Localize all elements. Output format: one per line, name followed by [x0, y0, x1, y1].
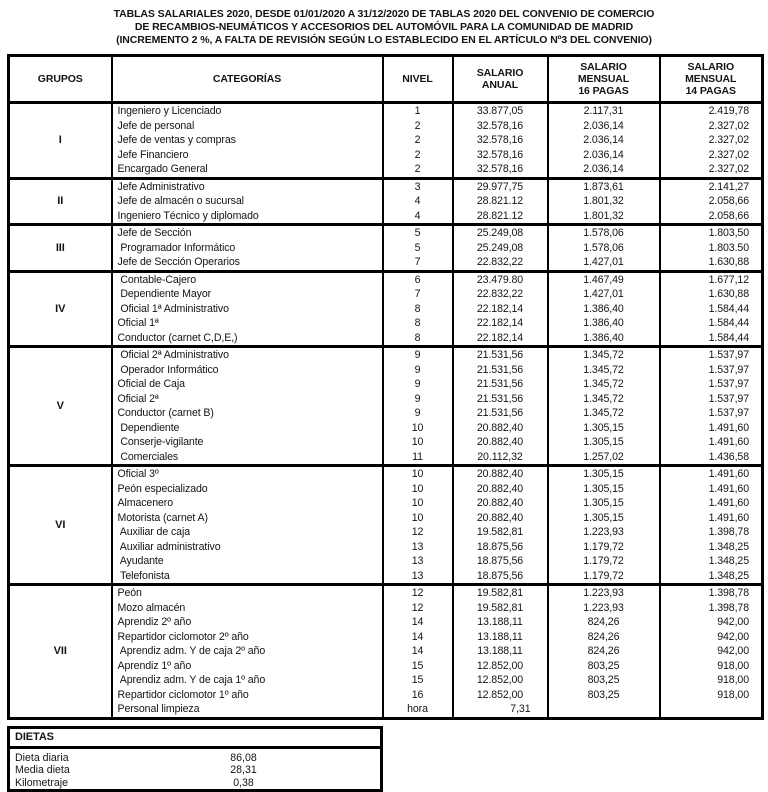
salario-anual-cell: 12.852,00 [453, 688, 548, 703]
salario-mensual-16-cell: 803,25 [548, 659, 660, 674]
salario-mensual-14-cell: 2.419,78 [660, 103, 763, 119]
salario-mensual-14-cell: 1.491,60 [660, 421, 763, 436]
nivel-cell: 10 [383, 421, 453, 436]
category-cell: Jefe de Sección [112, 225, 383, 241]
nivel-cell: 16 [383, 688, 453, 703]
category-cell: Motorista (carnet A) [112, 511, 383, 526]
salario-mensual-16-cell: 1.873,61 [548, 178, 660, 194]
salary-row [9, 540, 763, 555]
salario-mensual-16-cell: 1.305,15 [548, 482, 660, 497]
salario-mensual-14-cell: 1.491,60 [660, 511, 763, 526]
salario-anual-cell: 32.578,16 [453, 119, 548, 134]
category-cell: Aprendiz adm. Y de caja 1º año [112, 673, 383, 688]
salario-mensual-14-cell: 1.584,44 [660, 302, 763, 317]
salario-mensual-16-cell: 1.179,72 [548, 554, 660, 569]
header-categorias-label: CATEGORÍAS [213, 73, 281, 85]
nivel-cell: 10 [383, 435, 453, 450]
nivel-cell: 9 [383, 347, 453, 363]
salario-mensual-14-cell: 942,00 [660, 644, 763, 659]
category-cell: Peón especializado [112, 482, 383, 497]
nivel-cell: 1 [383, 103, 453, 119]
nivel-cell: 12 [383, 585, 453, 601]
dietas-label: Media dieta [9, 764, 194, 777]
salario-anual-cell: 25.249,08 [453, 225, 548, 241]
salary-row [9, 302, 763, 317]
salario-mensual-14-cell: 2.327,02 [660, 133, 763, 148]
dietas-filler [294, 777, 382, 791]
salario-anual-cell: 29.977,75 [453, 178, 548, 194]
nivel-cell: 9 [383, 377, 453, 392]
salario-mensual-14-cell: 1.398,78 [660, 525, 763, 540]
group-section-III [9, 225, 763, 272]
salario-anual-cell: 13.188,11 [453, 630, 548, 645]
nivel-cell: 12 [383, 601, 453, 616]
nivel-cell: 7 [383, 255, 453, 271]
category-cell: Operador Informático [112, 363, 383, 378]
salary-row [9, 659, 763, 674]
header-salario-anual-label: SALARIO ANUAL [469, 67, 531, 91]
nivel-cell: 6 [383, 271, 453, 287]
salario-mensual-14-cell: 2.327,02 [660, 162, 763, 178]
salario-mensual-14-cell: 1.537,97 [660, 406, 763, 421]
header-salario-anual [453, 56, 548, 103]
salario-mensual-16-cell: 1.223,93 [548, 585, 660, 601]
nivel-cell: 14 [383, 630, 453, 645]
nivel-cell: 2 [383, 133, 453, 148]
salario-anual-cell: 12.852,00 [453, 659, 548, 674]
salario-anual-cell: 21.531,56 [453, 406, 548, 421]
salario-mensual-16-cell: 1.305,15 [548, 435, 660, 450]
salario-anual-cell: 19.582,81 [453, 601, 548, 616]
dietas-filler [294, 747, 382, 764]
salario-mensual-16-cell: 1.345,72 [548, 347, 660, 363]
salario-mensual-16-cell: 1.578,06 [548, 225, 660, 241]
group-label: V [9, 347, 112, 466]
category-cell: Repartidor ciclomotor 1º año [112, 688, 383, 703]
category-cell: Jefe de almacén o sucursal [112, 194, 383, 209]
dietas-row-dieta-diaria [9, 747, 382, 764]
group-label: II [9, 178, 112, 225]
salary-row [9, 316, 763, 331]
dietas-table [7, 726, 383, 792]
category-cell: Aprendiz 2º año [112, 615, 383, 630]
salario-mensual-16-cell: 1.179,72 [548, 569, 660, 585]
salary-row [9, 209, 763, 225]
header-categorias [112, 56, 383, 103]
category-cell: Telefonista [112, 569, 383, 585]
salary-row [9, 466, 763, 482]
salario-anual-cell: 22.182,14 [453, 302, 548, 317]
salario-anual-cell: 12.852,00 [453, 673, 548, 688]
salary-row [9, 103, 763, 119]
category-cell: Oficial 1ª Administrativo [112, 302, 383, 317]
nivel-cell: 13 [383, 569, 453, 585]
salario-mensual-14-cell: 1.803,50 [660, 225, 763, 241]
category-cell: Personal limpieza [112, 702, 383, 718]
salario-mensual-14-cell: 1.537,97 [660, 363, 763, 378]
salario-mensual-16-cell: 1.345,72 [548, 377, 660, 392]
salario-anual-cell: 7,31 [453, 702, 548, 718]
header-grupos-label: GRUPOS [38, 73, 83, 85]
salario-mensual-16-cell: 824,26 [548, 630, 660, 645]
category-cell: Oficial de Caja [112, 377, 383, 392]
salario-mensual-16-cell: 1.345,72 [548, 406, 660, 421]
nivel-cell: 14 [383, 615, 453, 630]
nivel-cell: 4 [383, 209, 453, 225]
salario-mensual-16-cell: 1.386,40 [548, 331, 660, 347]
salario-mensual-14-cell: 1.491,60 [660, 466, 763, 482]
category-cell: Auxiliar administrativo [112, 540, 383, 555]
salario-anual-cell: 23.479.80 [453, 271, 548, 287]
salary-row [9, 241, 763, 256]
nivel-cell: 4 [383, 194, 453, 209]
header-salario-14-pagas-label: SALARIO MENSUAL 14 PAGAS [680, 61, 742, 97]
salary-row [9, 178, 763, 194]
salario-mensual-14-cell: 1.803.50 [660, 241, 763, 256]
nivel-cell: 9 [383, 363, 453, 378]
salary-row [9, 511, 763, 526]
salario-mensual-16-cell: 1.179,72 [548, 540, 660, 555]
title-line-3: (INCREMENTO 2 %, A FALTA DE REVISIÓN SEGÚN LO ESTABLECIDO EN EL ARTÍCULO Nº3 DEL CONVENIO) [0, 34, 768, 47]
nivel-cell: 10 [383, 482, 453, 497]
nivel-cell: 9 [383, 392, 453, 407]
salary-row [9, 271, 763, 287]
dietas-value: 28,31 [194, 764, 294, 777]
category-cell: Conductor (carnet B) [112, 406, 383, 421]
salary-row [9, 392, 763, 407]
salario-mensual-16-cell: 824,26 [548, 615, 660, 630]
nivel-cell: 5 [383, 241, 453, 256]
salario-mensual-14-cell: 1.630,88 [660, 255, 763, 271]
salary-row [9, 331, 763, 347]
salario-anual-cell: 28.821.12 [453, 194, 548, 209]
salario-mensual-16-cell: 1.801,32 [548, 209, 660, 225]
salario-mensual-14-cell: 918,00 [660, 673, 763, 688]
category-cell: Oficial 2ª Administrativo [112, 347, 383, 363]
category-cell: Jefe Administrativo [112, 178, 383, 194]
salario-anual-cell: 21.531,56 [453, 377, 548, 392]
salario-anual-cell: 22.832,22 [453, 287, 548, 302]
salary-row [9, 554, 763, 569]
category-cell: Ingeniero Técnico y diplomado [112, 209, 383, 225]
title-line-1: TABLAS SALARIALES 2020, DESDE 01/01/2020 A 31/12/2020 DE TABLAS 2020 DEL CONVENIO DE COMERCIO [0, 8, 768, 21]
salario-anual-cell: 22.182,14 [453, 316, 548, 331]
salary-row [9, 363, 763, 378]
salario-anual-cell: 20.112,32 [453, 450, 548, 466]
nivel-cell: 8 [383, 331, 453, 347]
category-cell: Aprendiz 1º año [112, 659, 383, 674]
category-cell: Comerciales [112, 450, 383, 466]
salario-mensual-14-cell: 2.058,66 [660, 209, 763, 225]
nivel-cell: 8 [383, 302, 453, 317]
header-nivel-label: NIVEL [402, 73, 432, 85]
dietas-value: 86,08 [194, 747, 294, 764]
nivel-cell: 5 [383, 225, 453, 241]
salary-row [9, 435, 763, 450]
dietas-row-kilometraje [9, 777, 382, 791]
salario-mensual-14-cell: 1.491,60 [660, 482, 763, 497]
salary-table [7, 54, 764, 720]
salario-mensual-14-cell: 1.537,97 [660, 392, 763, 407]
salario-anual-cell: 28.821.12 [453, 209, 548, 225]
salary-row [9, 525, 763, 540]
salario-anual-cell: 20.882,40 [453, 435, 548, 450]
dietas-row-media-dieta [9, 764, 382, 777]
salario-mensual-16-cell: 1.223,93 [548, 525, 660, 540]
header-salario-16-pagas [548, 56, 660, 103]
salario-mensual-14-cell: 942,00 [660, 630, 763, 645]
nivel-cell: 9 [383, 406, 453, 421]
salary-row [9, 702, 763, 718]
page-title [0, 8, 768, 47]
salario-anual-cell: 21.531,56 [453, 347, 548, 363]
salario-anual-cell: 20.882,40 [453, 466, 548, 482]
category-cell: Auxiliar de caja [112, 525, 383, 540]
nivel-cell: 2 [383, 119, 453, 134]
salary-row [9, 148, 763, 163]
salario-anual-cell: 20.882,40 [453, 421, 548, 436]
salary-row [9, 225, 763, 241]
salario-anual-cell: 20.882,40 [453, 496, 548, 511]
category-cell: Peón [112, 585, 383, 601]
salario-anual-cell: 19.582,81 [453, 585, 548, 601]
salary-row [9, 347, 763, 363]
salario-mensual-16-cell: 1.578,06 [548, 241, 660, 256]
salario-mensual-16-cell: 1.345,72 [548, 392, 660, 407]
salario-mensual-16-cell: 1.467,49 [548, 271, 660, 287]
salario-mensual-16-cell: 2.117,31 [548, 103, 660, 119]
group-section-VII [9, 585, 763, 719]
group-label: IV [9, 271, 112, 347]
salario-mensual-14-cell: 1.436,58 [660, 450, 763, 466]
salario-mensual-16-cell: 1.386,40 [548, 316, 660, 331]
salario-mensual-16-cell: 1.305,15 [548, 421, 660, 436]
dietas-header-row [9, 727, 382, 747]
salario-anual-cell: 32.578,16 [453, 162, 548, 178]
salario-anual-cell: 25.249,08 [453, 241, 548, 256]
group-label: III [9, 225, 112, 272]
salario-mensual-16-cell: 1.305,15 [548, 511, 660, 526]
salario-mensual-16-cell: 2.036,14 [548, 133, 660, 148]
nivel-cell: 14 [383, 644, 453, 659]
salario-anual-cell: 21.531,56 [453, 392, 548, 407]
header-nivel [383, 56, 453, 103]
salary-row [9, 450, 763, 466]
category-cell: Dependiente Mayor [112, 287, 383, 302]
group-label: VII [9, 585, 112, 719]
group-section-II [9, 178, 763, 225]
salario-anual-cell: 20.882,40 [453, 482, 548, 497]
group-section-IV [9, 271, 763, 347]
nivel-cell: 2 [383, 162, 453, 178]
salario-mensual-14-cell: 1.584,44 [660, 316, 763, 331]
category-cell: Jefe de Sección Operarios [112, 255, 383, 271]
category-cell: Almacenero [112, 496, 383, 511]
salario-mensual-14-cell: 942,00 [660, 615, 763, 630]
category-cell: Oficial 1ª [112, 316, 383, 331]
category-cell: Programador Informático [112, 241, 383, 256]
nivel-cell: 13 [383, 554, 453, 569]
category-cell: Conserje-vigilante [112, 435, 383, 450]
salario-mensual-16-cell: 1.427,01 [548, 255, 660, 271]
salary-row [9, 482, 763, 497]
salario-mensual-14-cell: 1.537,97 [660, 347, 763, 363]
salary-row [9, 601, 763, 616]
salario-mensual-14-cell: 1.348,25 [660, 554, 763, 569]
salario-mensual-16-cell: 1.305,15 [548, 496, 660, 511]
category-cell: Jefe de ventas y compras [112, 133, 383, 148]
salario-mensual-14-cell: 1.398,78 [660, 585, 763, 601]
nivel-cell: 10 [383, 511, 453, 526]
salary-row [9, 644, 763, 659]
nivel-cell: hora [383, 702, 453, 718]
nivel-cell: 15 [383, 673, 453, 688]
category-cell: Repartidor ciclomotor 2º año [112, 630, 383, 645]
salario-mensual-14-cell: 1.677,12 [660, 271, 763, 287]
category-cell: Jefe de personal [112, 119, 383, 134]
nivel-cell: 8 [383, 316, 453, 331]
salario-anual-cell: 20.882,40 [453, 511, 548, 526]
salary-row [9, 133, 763, 148]
nivel-cell: 2 [383, 148, 453, 163]
salario-mensual-14-cell: 2.327,02 [660, 148, 763, 163]
category-cell: Oficial 3º [112, 466, 383, 482]
salario-mensual-14-cell: 918,00 [660, 659, 763, 674]
salario-anual-cell: 13.188,11 [453, 615, 548, 630]
salary-row [9, 630, 763, 645]
salario-mensual-14-cell: 2.327,02 [660, 119, 763, 134]
salario-mensual-14-cell: 1.348,25 [660, 569, 763, 585]
salario-mensual-16-cell: 803,25 [548, 673, 660, 688]
group-section-V [9, 347, 763, 466]
group-section-VI [9, 466, 763, 585]
nivel-cell: 12 [383, 525, 453, 540]
salary-row [9, 496, 763, 511]
header-salario-16-pagas-label: SALARIO MENSUAL 16 PAGAS [573, 61, 635, 97]
header-grupos [9, 56, 112, 103]
nivel-cell: 7 [383, 287, 453, 302]
salario-mensual-16-cell: 803,25 [548, 688, 660, 703]
group-label: VI [9, 466, 112, 585]
salario-anual-cell: 18.875,56 [453, 569, 548, 585]
salario-anual-cell: 18.875,56 [453, 554, 548, 569]
category-cell: Aprendiz adm. Y de caja 2º año [112, 644, 383, 659]
category-cell: Encargado General [112, 162, 383, 178]
salario-mensual-16-cell: 1.386,40 [548, 302, 660, 317]
salario-mensual-14-cell: 918,00 [660, 688, 763, 703]
salario-mensual-16-cell: 2.036,14 [548, 148, 660, 163]
salary-row [9, 569, 763, 585]
nivel-cell: 3 [383, 178, 453, 194]
nivel-cell: 10 [383, 496, 453, 511]
category-cell: Ingeniero y Licenciado [112, 103, 383, 119]
salary-row [9, 585, 763, 601]
salary-row [9, 406, 763, 421]
category-cell: Jefe Financiero [112, 148, 383, 163]
salario-mensual-16-cell: 2.036,14 [548, 119, 660, 134]
nivel-cell: 15 [383, 659, 453, 674]
category-cell: Oficial 2ª [112, 392, 383, 407]
salario-mensual-16-cell: 824,26 [548, 644, 660, 659]
salary-row [9, 688, 763, 703]
salario-mensual-14-cell: 1.491,60 [660, 435, 763, 450]
nivel-cell: 10 [383, 466, 453, 482]
category-cell: Mozo almacén [112, 601, 383, 616]
title-line-2: DE RECAMBIOS-NEUMÁTICOS Y ACCESORIOS DEL AUTOMÓVIL PARA LA COMUNIDAD DE MADRID [0, 21, 768, 34]
salario-mensual-14-cell [660, 702, 763, 718]
salario-mensual-16-cell [548, 702, 660, 718]
salario-mensual-14-cell: 1.584,44 [660, 331, 763, 347]
salario-mensual-14-cell: 2.141,27 [660, 178, 763, 194]
salary-row [9, 421, 763, 436]
dietas-filler [294, 764, 382, 777]
salario-mensual-14-cell: 1.348,25 [660, 540, 763, 555]
salario-anual-cell: 32.578,16 [453, 133, 548, 148]
salario-anual-cell: 33.877,05 [453, 103, 548, 119]
category-cell: Ayudante [112, 554, 383, 569]
salario-mensual-14-cell: 1.630,88 [660, 287, 763, 302]
dietas-label: Kilometraje [9, 777, 194, 791]
header-row [9, 56, 763, 103]
salario-mensual-14-cell: 1.491,60 [660, 496, 763, 511]
salary-row [9, 673, 763, 688]
dietas-title: DIETAS [9, 727, 382, 747]
nivel-cell: 13 [383, 540, 453, 555]
salary-row [9, 377, 763, 392]
salario-mensual-14-cell: 2.058,66 [660, 194, 763, 209]
salario-anual-cell: 19.582,81 [453, 525, 548, 540]
group-label: I [9, 103, 112, 179]
group-section-I [9, 103, 763, 179]
salario-mensual-16-cell: 1.427,01 [548, 287, 660, 302]
salario-anual-cell: 13.188,11 [453, 644, 548, 659]
salary-table-header [9, 56, 763, 103]
category-cell: Conductor (carnet C,D,E,) [112, 331, 383, 347]
salario-anual-cell: 18.875,56 [453, 540, 548, 555]
salary-row [9, 615, 763, 630]
category-cell: Contable-Cajero [112, 271, 383, 287]
salary-row [9, 287, 763, 302]
nivel-cell: 11 [383, 450, 453, 466]
salario-mensual-14-cell: 1.537,97 [660, 377, 763, 392]
salary-row [9, 119, 763, 134]
dietas-value: 0,38 [194, 777, 294, 791]
salario-anual-cell: 32.578,16 [453, 148, 548, 163]
salario-mensual-16-cell: 1.801,32 [548, 194, 660, 209]
salary-row [9, 162, 763, 178]
salario-mensual-16-cell: 2.036,14 [548, 162, 660, 178]
salario-anual-cell: 21.531,56 [453, 363, 548, 378]
salario-mensual-14-cell: 1.398,78 [660, 601, 763, 616]
header-salario-14-pagas [660, 56, 763, 103]
dietas-label: Dieta diaria [9, 747, 194, 764]
salario-mensual-16-cell: 1.345,72 [548, 363, 660, 378]
salary-row [9, 194, 763, 209]
salary-row [9, 255, 763, 271]
salario-mensual-16-cell: 1.305,15 [548, 466, 660, 482]
salario-mensual-16-cell: 1.257,02 [548, 450, 660, 466]
salario-mensual-16-cell: 1.223,93 [548, 601, 660, 616]
salario-anual-cell: 22.182,14 [453, 331, 548, 347]
category-cell: Dependiente [112, 421, 383, 436]
dietas-body [9, 747, 382, 791]
salario-anual-cell: 22.832,22 [453, 255, 548, 271]
dietas-header [9, 727, 382, 747]
